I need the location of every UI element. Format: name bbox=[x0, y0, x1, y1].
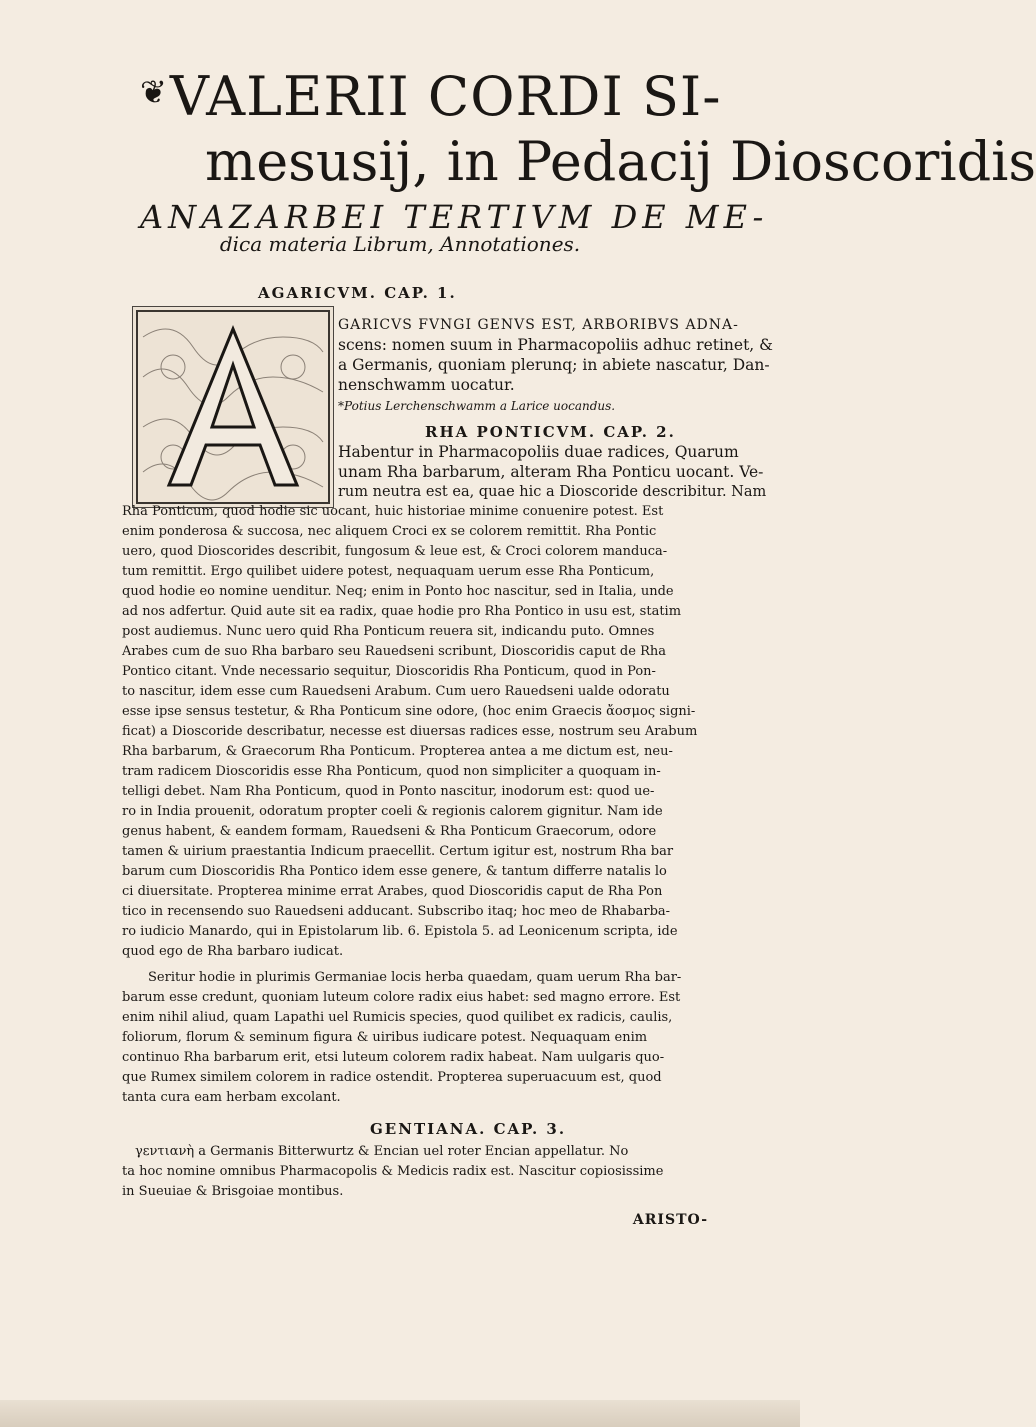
text-line: tram radicem Dioscoridis esse Rha Ponticum, quod non simpliciter a quoquam in- bbox=[122, 764, 661, 779]
title-line-2: mesusij, in Pedacij Dioscoridis bbox=[205, 130, 1036, 193]
text-line: telligi debet. Nam Rha Ponticum, quod in Ponto nascitur, inodorum est: quod ue- bbox=[122, 784, 655, 799]
text-line: barum cum Dioscoridis Rha Pontico idem esse genere, & tantum differre natalis lo bbox=[122, 864, 667, 879]
text-line: γεντιανὴ a Germanis Bitterwurtz & Encian uel roter Encian appellatur. No bbox=[135, 1144, 629, 1159]
text-line: barum esse credunt, quoniam luteum colore radix eius habet: sed magno errore. Est bbox=[122, 990, 681, 1005]
text-line: ficat) a Dioscoride describatur, necesse est diuersas radices esse, nostrum seu Arabum bbox=[122, 724, 698, 739]
heading-rha-ponticum: RHA PONTICVM. CAP. 2. bbox=[425, 423, 676, 441]
text-line: ta hoc nomine omnibus Pharmacopolis & Medicis radix est. Nascitur copiosissime bbox=[122, 1164, 664, 1179]
text-line: GARICVS FVNGI GENVS EST, ARBORIBVS ADNA- bbox=[338, 317, 739, 333]
text-line: Arabes cum de suo Rha barbaro seu Rauedseni scribunt, Dioscoridis caput de Rha bbox=[122, 644, 666, 659]
text-line: esse ipse sensus testetur, & Rha Ponticum sine odore, (hoc enim Graecis ἄοσμος signi- bbox=[122, 704, 696, 719]
text-line: rum neutra est ea, quae hic a Dioscoride describitur. Nam bbox=[338, 484, 767, 500]
text-line: que Rumex similem colorem in radice ostendit. Propterea superuacuum est, quod bbox=[122, 1070, 662, 1085]
text-line: quod hodie eo nomine uenditur. Neq; enim in Ponto hoc nascitur, sed in Italia, unde bbox=[122, 584, 674, 599]
heading-agaricum: AGARICVM. CAP. 1. bbox=[258, 284, 457, 302]
title-line-3: ANAZARBEI TERTIVM DE ME- bbox=[140, 198, 769, 236]
heading-gentiana: GENTIANA. CAP. 3. bbox=[370, 1120, 567, 1138]
text-line: scens: nomen suum in Pharmacopoliis adhuc retinet, & bbox=[338, 336, 773, 354]
text-line: ci diuersitate. Propterea minime errat Arabes, quod Dioscoridis caput de Rha Pon bbox=[122, 884, 663, 899]
text-line: to nascitur, idem esse cum Rauedseni Arabum. Cum uero Rauedseni ualde odoratu bbox=[122, 684, 670, 699]
text-line: ro in India prouenit, odoratum propter coeli & regionis calorem gignitur. Nam ide bbox=[122, 804, 663, 819]
text-line: unam Rha barbarum, alteram Rha Ponticu uocant. Ve- bbox=[338, 463, 764, 481]
text-line: uero, quod Dioscorides describit, fungosum & leue est, & Croci colorem manduca- bbox=[122, 544, 668, 559]
text-line: Pontico citant. Vnde necessario sequitur, Dioscoridis Rha Ponticum, quod in Pon- bbox=[122, 664, 656, 679]
text-line: Rha Ponticum, quod hodie sic uocant, huic historiae minime conuenire potest. Est bbox=[122, 504, 664, 519]
text-line: continuo Rha barbarum erit, etsi luteum colorem radix habeat. Nam uulgaris quo- bbox=[122, 1050, 665, 1065]
text-line: quod ego de Rha barbaro iudicat. bbox=[122, 944, 344, 959]
title-line-1: ❦VALERII CORDI SI- bbox=[140, 65, 722, 128]
text-line: Seritur hodie in plurimis Germaniae locis herba quaedam, quam uerum Rha bar- bbox=[148, 970, 682, 985]
catchword: ARISTO- bbox=[632, 1212, 708, 1228]
text-line: genus habent, & eandem formam, Rauedseni & Rha Ponticum Graecorum, odore bbox=[122, 824, 657, 839]
text-line: tanta cura eam herbam excolant. bbox=[122, 1090, 341, 1105]
text-line: tico in recensendo suo Rauedseni adducant. Subscribo itaq; hoc meo de Rhabarba- bbox=[122, 904, 671, 919]
text-line: post audiemus. Nunc uero quid Rha Ponticum reuera sit, indicandu puto. Omnes bbox=[122, 624, 655, 639]
title-line-4: dica materia Librum, Annotationes. bbox=[219, 232, 581, 256]
text-line: enim nihil aliud, quam Lapathi uel Rumicis species, quod quilibet ex radicis, caulis, bbox=[122, 1010, 673, 1025]
text-line: a Germanis, quoniam plerunq; in abiete nascatur, Dan- bbox=[338, 356, 770, 374]
text-line: ad nos adfertur. Quid aute sit ea radix, quae hodie pro Rha Pontico in usu est, statim bbox=[122, 604, 682, 619]
page-edge bbox=[0, 1400, 800, 1427]
text-line: ro iudicio Manardo, qui in Epistolarum lib. 6. Epistola 5. ad Leonicenum scripta, ide bbox=[122, 924, 678, 939]
text-line: in Sueuiae & Brisgoiae montibus. bbox=[122, 1184, 344, 1199]
margin-note: *Potius Lerchenschwamm a Larice uocandus. bbox=[338, 399, 616, 413]
text-line: Habentur in Pharmacopoliis duae radices, Quarum bbox=[338, 443, 739, 461]
text-line: foliorum, florum & seminum figura & uiribus iudicare potest. Nequaquam enim bbox=[122, 1030, 648, 1045]
text-line: tum remittit. Ergo quilibet uidere potest, nequaquam uerum esse Rha Ponticum, bbox=[122, 564, 655, 579]
text-line: tamen & uirium praestantia Indicum praecellit. Certum igitur est, nostrum Rha bar bbox=[122, 844, 674, 859]
decorated-initial-icon bbox=[132, 306, 334, 508]
text-line: enim ponderosa & succosa, nec aliquem Croci ex se colorem remittit. Rha Pontic bbox=[122, 524, 657, 539]
fleuron-icon: ❦ bbox=[140, 73, 168, 111]
text-line: Rha barbarum, & Graecorum Rha Ponticum. Propterea antea a me dictum est, neu- bbox=[122, 744, 673, 759]
text-line: nenschwamm uocatur. bbox=[338, 376, 515, 394]
